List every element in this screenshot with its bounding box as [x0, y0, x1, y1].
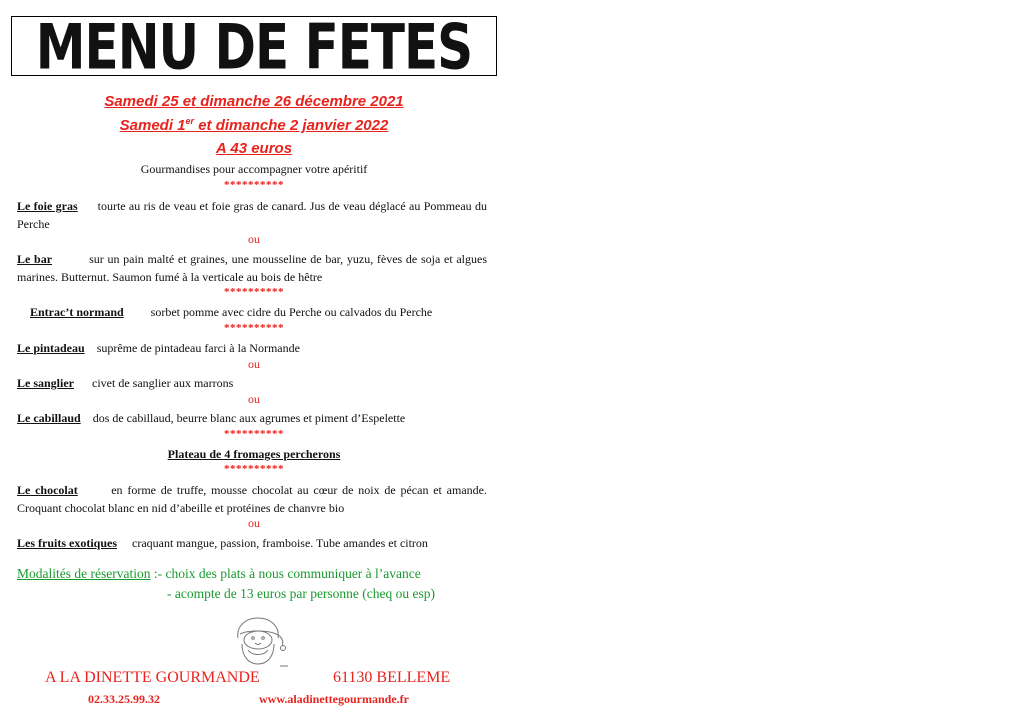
date-line-january: Samedi 1er et dimanche 2 janvier 2022: [119, 116, 389, 134]
separator: **********: [224, 179, 284, 191]
item-description: sur un pain malté et graines, une mousseline de bar, yuzu, fèves de soja et algues marines. Butternut. Saumon fumé à la verticale au bois de hêtre: [17, 252, 488, 284]
item-label: Les fruits exotiques: [17, 536, 117, 550]
menu-item-entract: [30, 303, 432, 321]
or-word: ou: [248, 392, 260, 406]
item-label: Le cabillaud: [17, 411, 81, 425]
menu-item-fruits: [17, 534, 487, 552]
or-word: ou: [248, 357, 260, 371]
separator: **********: [224, 463, 284, 475]
menu-item-cabillaud: [17, 409, 487, 427]
item-description: tourte au ris de veau et foie gras de canard. Jus de veau déglacé au Pommeau du Perche: [17, 199, 488, 231]
price: A 43 euros: [215, 140, 293, 157]
menu-item-plateau: [11, 445, 497, 463]
reservation-label: Modalités de réservation: [17, 566, 151, 581]
or-word: ou: [248, 516, 260, 530]
or-word: ou: [248, 232, 260, 246]
item-label: Le pintadeau: [17, 341, 85, 355]
menu-item-pintadeau: [17, 339, 487, 357]
santa-claus-sketch-icon: [228, 612, 290, 670]
item-description: craquant mangue, passion, framboise. Tube amandes et citron: [132, 536, 428, 550]
menu-item-chocolat: [17, 481, 487, 517]
item-label: Le bar: [17, 252, 53, 266]
aperitif-line: Gourmandises pour accompagner votre apéritif: [140, 162, 368, 176]
item-label: Le sanglier: [17, 376, 74, 390]
menu-item-foie-gras: [17, 197, 487, 233]
reservation-line-1: Modalités de réservation :- choix des plats à nous communiquer à l’avance: [17, 566, 421, 581]
item-label: Plateau de 4 fromages percherons: [167, 447, 341, 461]
date-line-december: Samedi 25 et dimanche 26 décembre 2021: [104, 93, 404, 110]
separator: **********: [224, 428, 284, 440]
item-description: dos de cabillaud, beurre blanc aux agrumes et piment d’Espelette: [92, 411, 406, 425]
website-link[interactable]: www.aladinettegourmande.fr: [259, 692, 409, 706]
menu-item-sanglier: [17, 374, 487, 392]
item-description: suprême de pintadeau farci à la Normande: [96, 341, 300, 355]
restaurant-city: 61130 BELLEME: [333, 669, 451, 686]
page-title: MENU DE FETES: [35, 11, 473, 84]
phone-number: 02.33.25.99.32: [88, 692, 160, 706]
item-label: Le chocolat: [17, 483, 78, 497]
reservation-line-2: - acompte de 13 euros par personne (cheq ou esp): [167, 586, 436, 601]
item-description: en forme de truffe, mousse chocolat au cœur de noix de pécan et amande. Croquant chocolat blanc en nid d’abeille et protéines de chanvre bio: [17, 483, 487, 515]
separator: **********: [224, 286, 284, 298]
restaurant-name: A LA DINETTE GOURMANDE: [45, 669, 260, 686]
item-label: Entrac’t normand: [30, 305, 124, 319]
item-description: civet de sanglier aux marrons: [92, 376, 234, 390]
separator: **********: [224, 322, 284, 334]
item-label: Le foie gras: [17, 199, 78, 213]
item-description: sorbet pomme avec cidre du Perche ou calvados du Perche: [150, 305, 433, 319]
menu-item-bar: [17, 250, 487, 286]
